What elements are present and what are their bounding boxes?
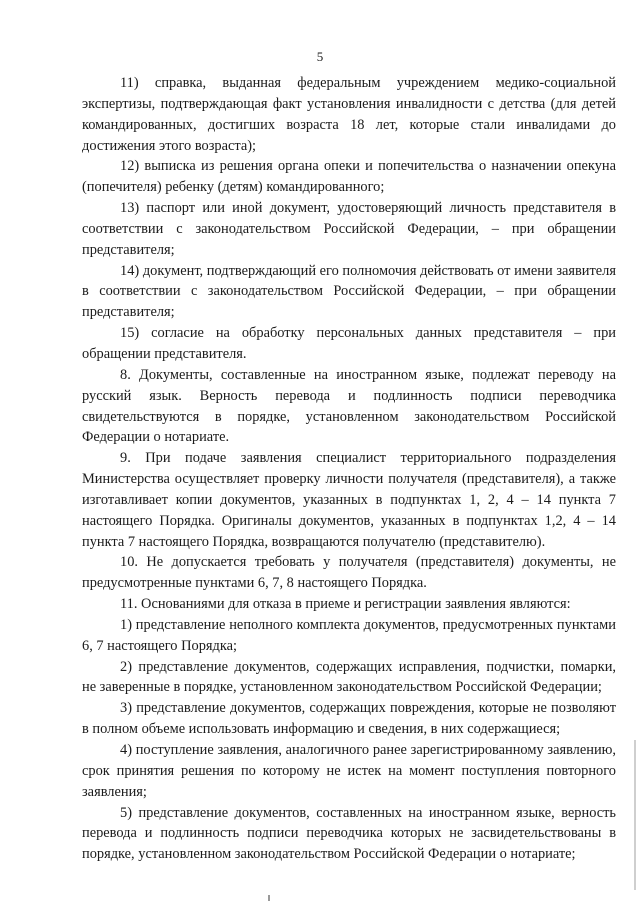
scan-edge-mark (634, 740, 636, 890)
paragraph-14-authority-document: 14) документ, подтверждающий его полномочия действовать от имени заявителя в соответствии с законодательством Российской Федерации, – при обращении представителя; (82, 262, 616, 321)
paragraph-8-foreign-documents: 8. Документы, составленные на иностранном языке, подлежат переводу на русский язык. Верность перевода и подлинность подписи переводчика свидетельствуются в порядке, установленном законодательством Российской Федерации о нотариате. (82, 366, 616, 446)
paragraph-11-refusal-grounds: 11. Основаниями для отказа в приеме и регистрации заявления являются: (120, 596, 571, 613)
paragraph-12-guardianship-extract: 12) выписка из решения органа опеки и попечительства о назначении опекуна (попечителя) ребенку (детям) командированного; (82, 158, 616, 196)
refusal-item-1: 1) представление неполного комплекта документов, предусмотренных пунктами 6, 7 настоящего Порядка; (82, 616, 616, 654)
refusal-item-2: 2) представление документов, содержащих исправления, подчистки, помарки, не заверенные в порядке, установленном законодательством Российской Федерации; (82, 658, 616, 696)
document-body (82, 73, 616, 865)
refusal-item-4: 4) поступление заявления, аналогичного ранее зарегистрированному заявлению, срок принятия решения по которому не истек на момент поступления повторного заявления; (82, 742, 616, 800)
paragraph-9-identity-check: 9. При подаче заявления специалист территориального подразделения Министерства осуществляет проверку личности получателя (представителя), а также изготавливает копии документов, указанных в подпунктах 1, 2, 4 – 14 пункта 7 настоящего Порядка. Оригиналы документов, указанных в подпунктах 1,2, 4 – 14 пункта 7 настоящего Порядка, возвращаются получателю (представителю). (82, 450, 616, 550)
scan-bottom-mark (268, 895, 270, 901)
paragraph-10-no-extra-documents: 10. Не допускается требовать у получателя (представителя) документы, не предусмотренные пунктами 6, 7, 8 настоящего Порядка. (82, 554, 616, 592)
paragraph-13-representative-passport: 13) паспорт или иной документ, удостоверяющий личность представителя в соответствии с законодательством Российской Федерации, – при обращении представителя; (82, 200, 616, 258)
refusal-item-3: 3) представление документов, содержащих повреждения, которые не позволяют в полном объеме использовать информацию и сведения, в них содержащиеся; (82, 700, 616, 738)
paragraph-15-data-consent: 15) согласие на обработку персональных данных представителя – при обращении представителя. (82, 325, 616, 362)
page-number: 5 (316, 49, 324, 64)
paragraph-11-certificate: 11) справка, выданная федеральным учреждением медико-социальной экспертизы, подтверждающая факт установления инвалидности с детства (для детей командированных, достигших возраста 18 лет, которые стали инвалидами до достижения этого возраста); (82, 75, 616, 154)
refusal-item-5: 5) представление документов, составленных на иностранном языке, верность перевода и подлинность подписи переводчика которых не засвидетельствованы в порядке, установленном законодательством Российской Федерации о нотариате; (82, 804, 616, 863)
